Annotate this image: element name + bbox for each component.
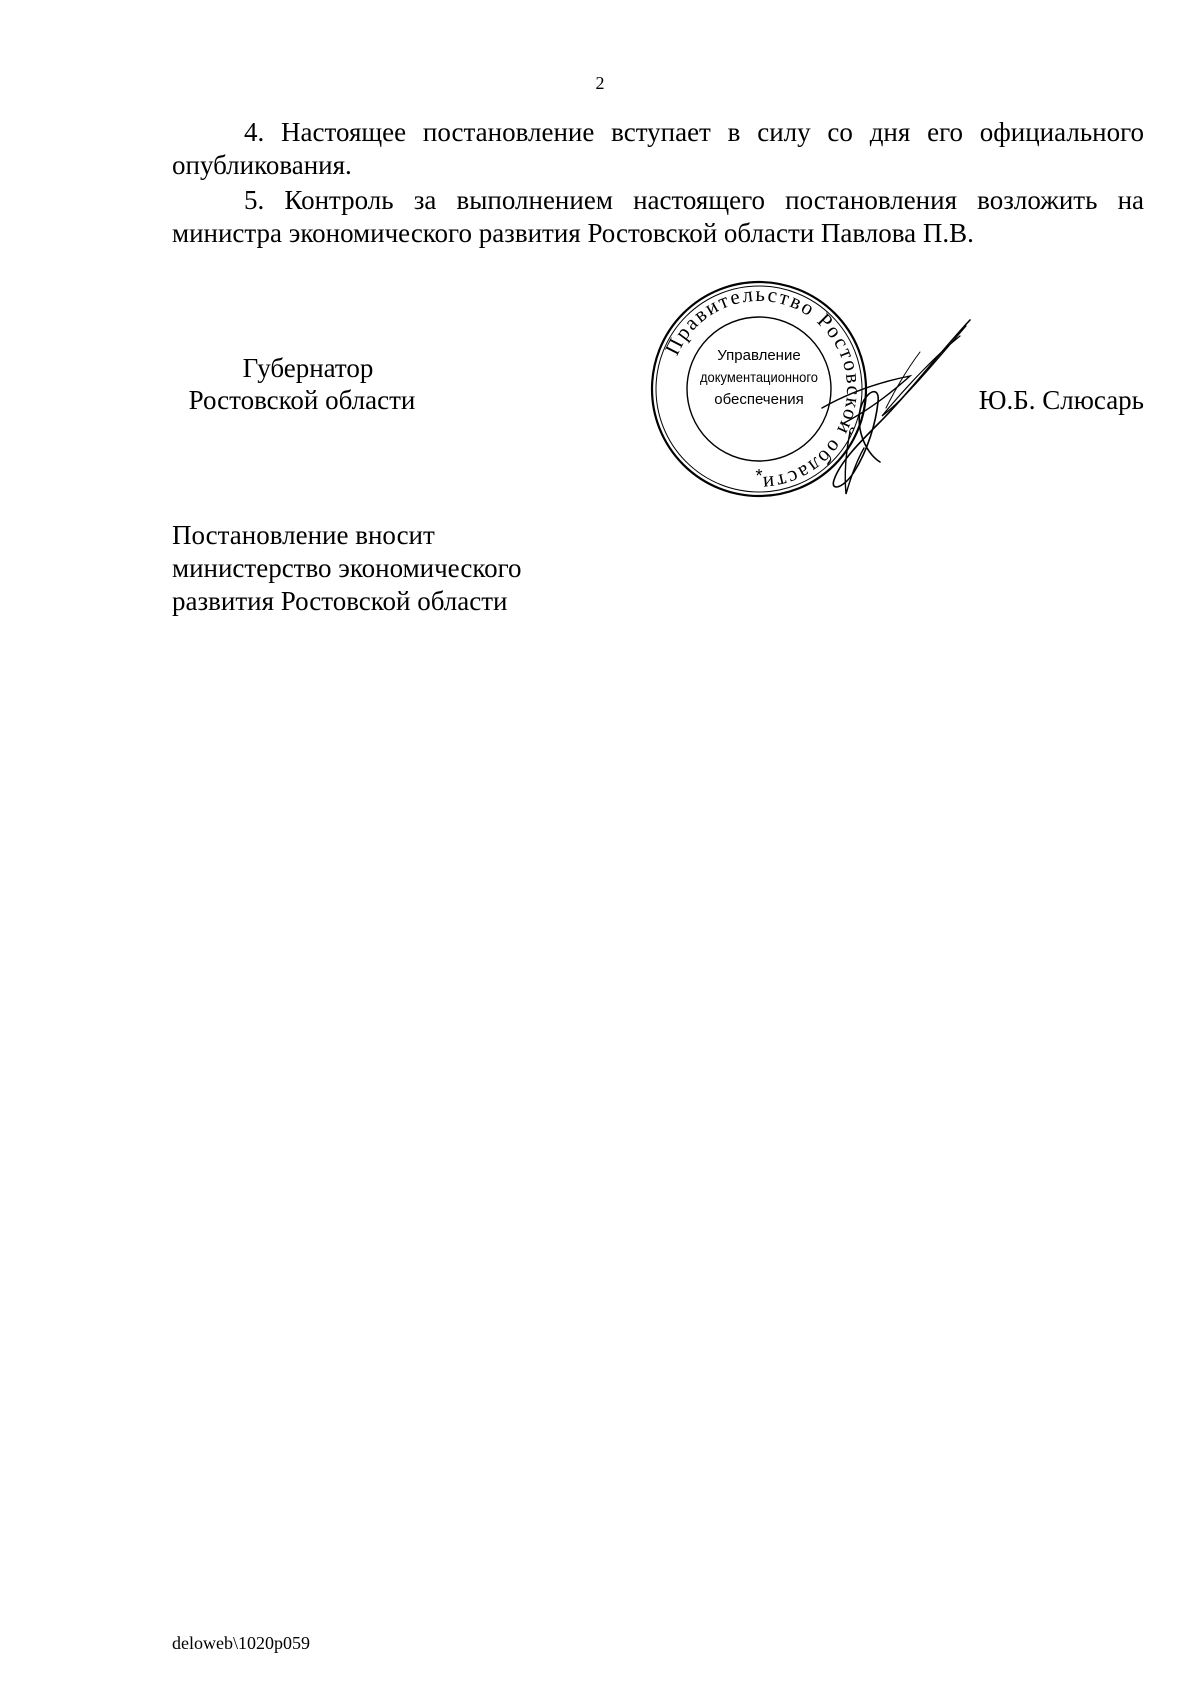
paragraph-4: 4. Настоящее постановление вступает в силу со дня его официального опубликования. [172,117,1144,180]
seal-star: * [755,466,763,486]
signatory-name: Ю.Б. Слюсарь [978,385,1144,415]
introducer-block [172,519,672,618]
seal-outer-text: Правительство Ростовской области [659,281,867,497]
signatory-position [172,352,432,416]
introducer-line-3: развития Ростовской области [172,586,508,616]
introducer-line-1: Постановление вносит [172,520,435,550]
document-code: deloweb\1020p059 [172,1633,310,1653]
position-line-2: Ростовской области [188,385,416,415]
handwritten-signature [820,312,980,498]
page-number: 2 [595,73,605,93]
position-line-1: Губернатор [242,353,374,383]
seal-inner-ring [687,317,831,461]
paragraph-5: 5. Контроль за выполнением настоящего постановления возложить на министра экономического развития Ростовской области Павлова П.В. [172,185,1144,248]
seal-inner-line-3: обеспечения [714,391,804,408]
seal-inner-line-1: Управление [717,347,801,364]
seal-inner-line-2: документационного [700,369,819,385]
introducer-line-2: министерство экономического [172,553,522,583]
